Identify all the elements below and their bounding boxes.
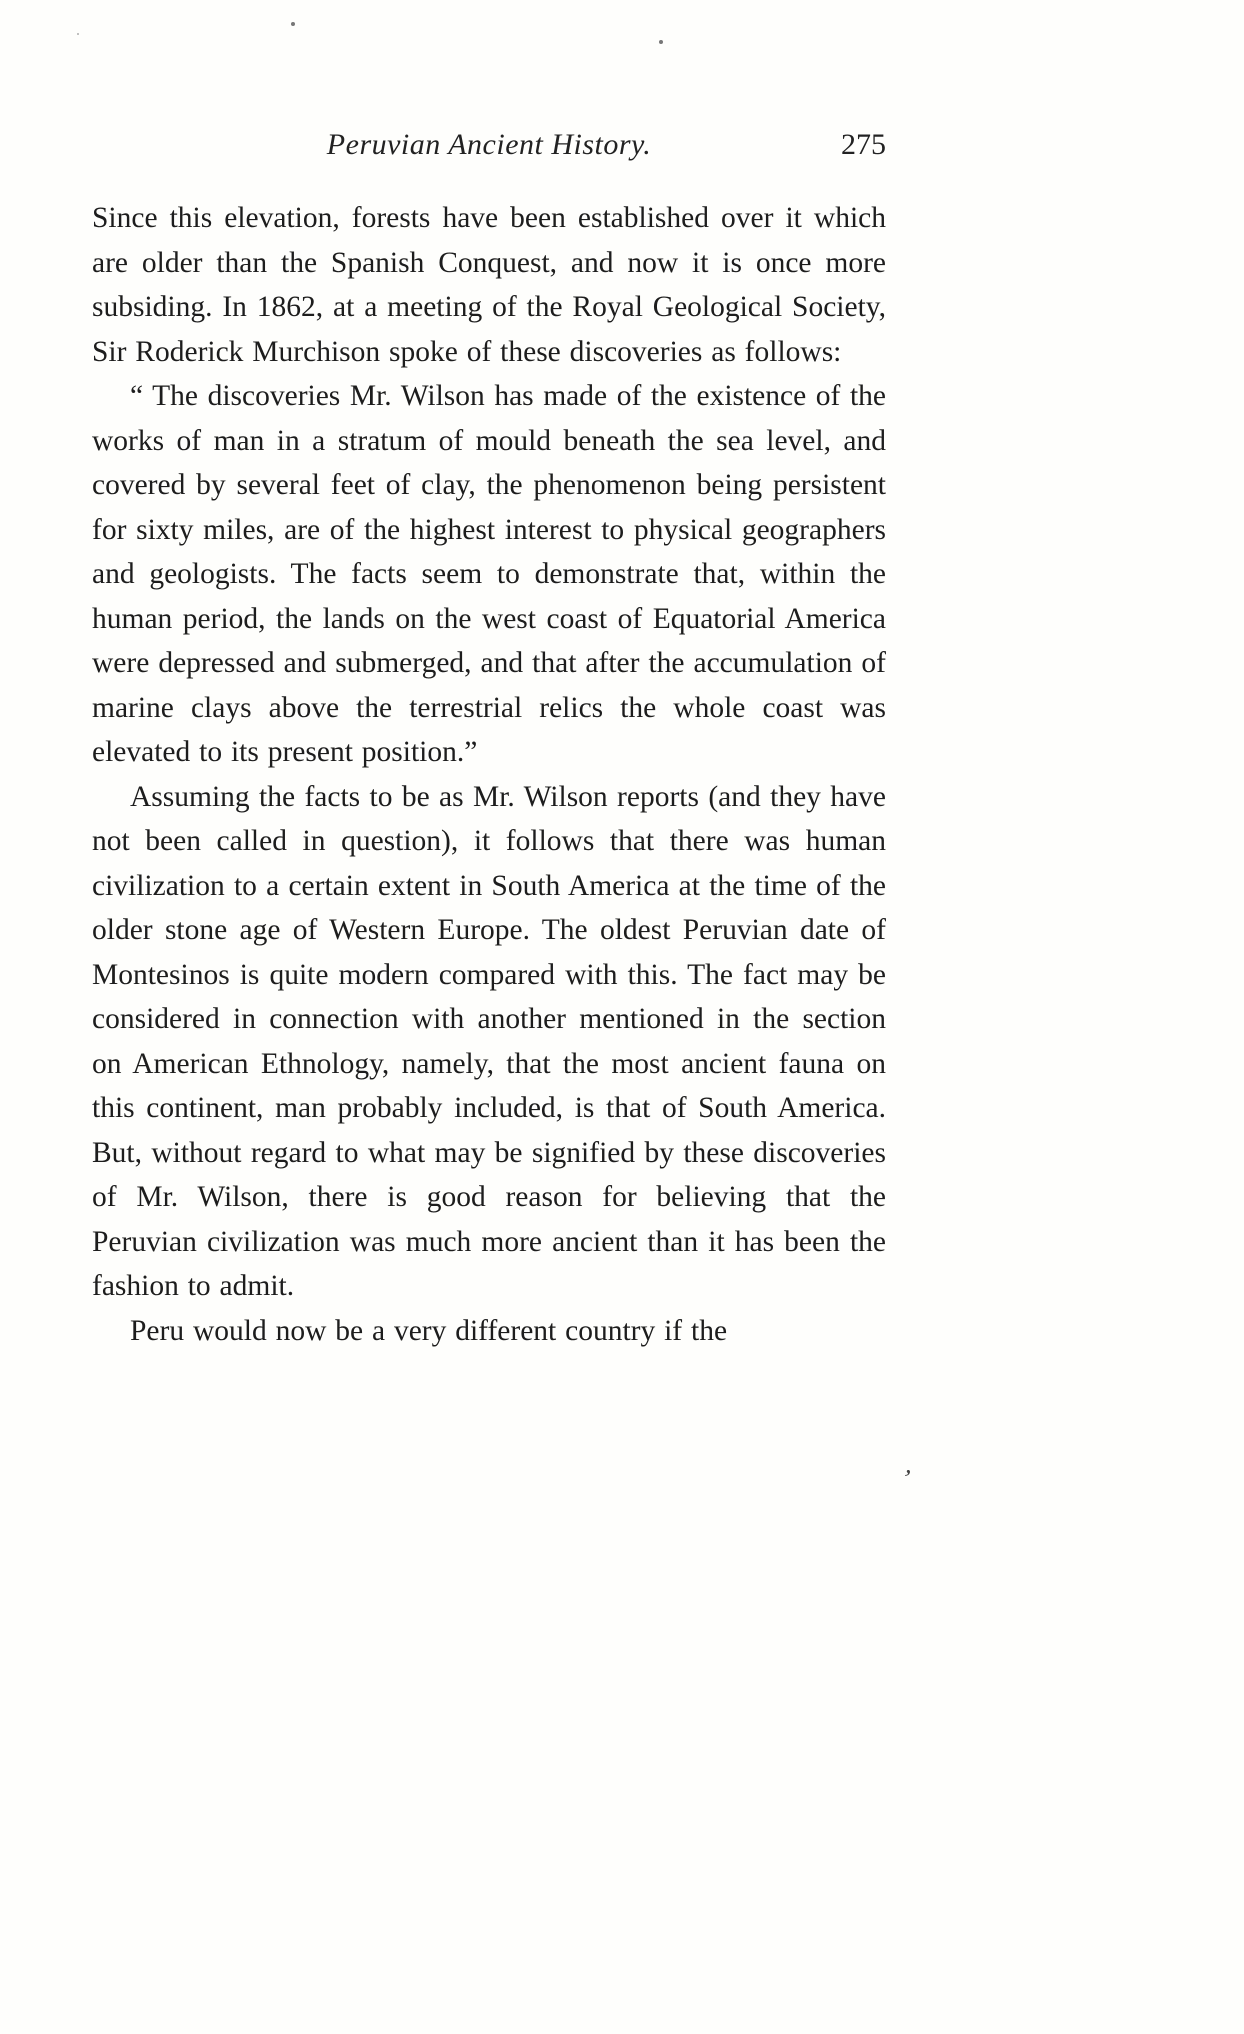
scan-speck bbox=[659, 40, 663, 44]
body-copy bbox=[92, 196, 886, 1353]
paragraph: “ The discoveries Mr. Wilson has made of the existence of the works of man in a stratum of mould beneath the sea level, and covered by several feet of clay, the phenomenon being persistent for sixty miles, are of the highest interest to physical geographers and geologists. The facts seem to demonstrate that, within the human period, the lands on the west coast of Equatorial America were depressed and submerged, and that after the accumulation of marine clays above the terrestrial relics the whole coast was elevated to its present position.” bbox=[92, 380, 886, 768]
page-title: Peruvian Ancient History. bbox=[326, 128, 652, 161]
paragraph: Peru would now be a very different country if the bbox=[130, 1314, 728, 1347]
text-block bbox=[92, 128, 886, 1353]
running-head bbox=[92, 128, 886, 174]
scan-speck bbox=[77, 33, 79, 35]
paragraph: Since this elevation, forests have been established over it which are older than the Spanish Conquest, and now it is once more subsiding. In 1862, at a meeting of the Royal Geological Society, Sir Roderick Murchison spoke of these discoveries as follows: bbox=[92, 202, 886, 368]
paragraph: Assuming the facts to be as Mr. Wilson reports (and they have not been called in question), it follows that there was human civilization to a certain extent in South America at the time of the older stone age of Western Europe. The oldest Peruvian date of Montesinos is quite modern compared with this. The fact may be considered in connection with another mentioned in the section on American Ethnology, namely, that the most ancient fauna on this continent, man probably included, is that of South America. But, without regard to what may be signified by these discoveries of Mr. Wilson, there is good reason for believing that the Peruvian civilization was much more ancient than it has been the fashion to admit. bbox=[92, 780, 886, 1302]
scan-speck bbox=[291, 22, 295, 26]
scan-mark: ’ bbox=[898, 1463, 915, 1494]
page-number: 275 bbox=[841, 128, 886, 161]
